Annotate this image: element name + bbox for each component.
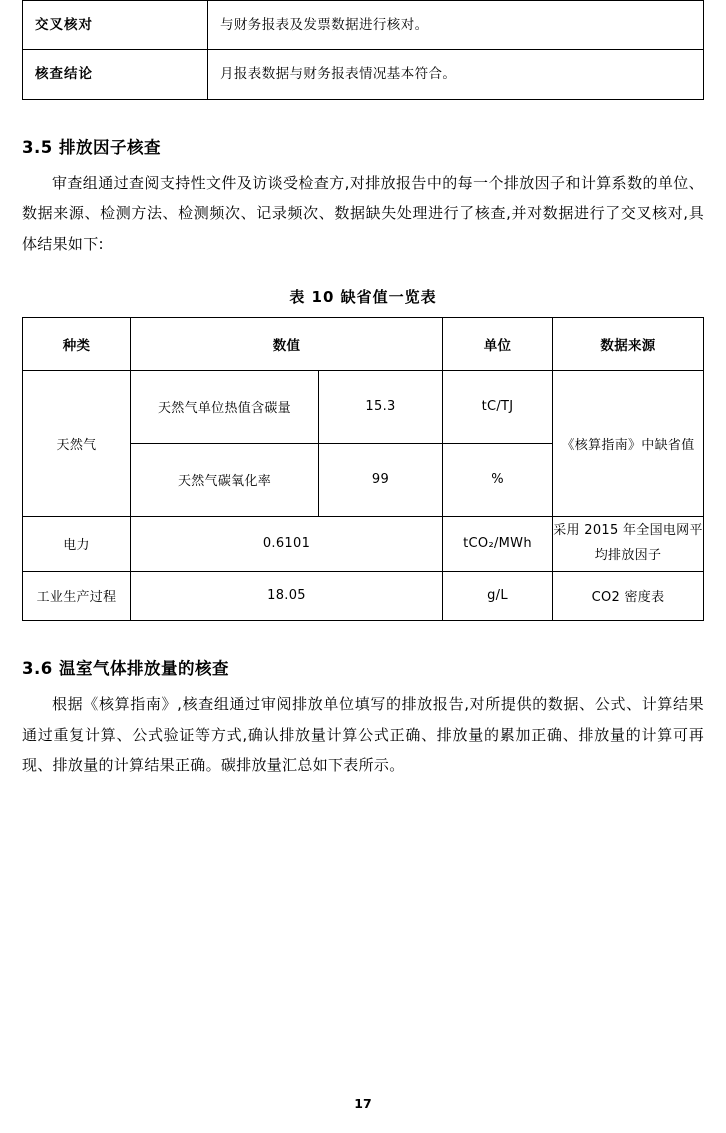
page-number: 17 [354, 1096, 372, 1111]
cell-item-value: 15.3 [319, 370, 443, 443]
column-header-value: 数值 [131, 317, 443, 370]
section-heading-3-6: 3.6 温室气体排放量的核查 [22, 658, 229, 678]
row-value: 与财务报表及发票数据进行核对。 [208, 1, 704, 50]
column-header-unit: 单位 [443, 317, 553, 370]
cell-kind: 天然气 [23, 370, 131, 516]
cell-source-line2: 均排放因子 [594, 547, 662, 563]
cell-value: 0.6101 [131, 516, 443, 571]
cell-item-name: 天然气碳氧化率 [131, 443, 319, 516]
table-header-row [23, 317, 704, 370]
cell-source: 《核算指南》中缺省值 [553, 370, 704, 516]
cell-item-name: 天然气单位热值含碳量 [131, 370, 319, 443]
cell-source-line1: 采用 2015 年全国电网平 [553, 523, 703, 539]
table-row [23, 1, 704, 50]
cell-unit: g/L [443, 571, 553, 620]
cell-kind: 电力 [23, 516, 131, 571]
table-row [23, 516, 704, 571]
table-10 [22, 317, 704, 621]
table-row [23, 571, 704, 620]
row-value: 月报表数据与财务报表情况基本符合。 [208, 50, 704, 99]
cell-unit: tCO₂/MWh [443, 516, 553, 571]
section-paragraph-3-6: 根据《核算指南》,核查组通过审阅排放单位填写的排放报告,对所提供的数据、公式、计算结果通过重复计算、公式验证等方式,确认排放量计算公式正确、排放量的累加正确、排放量的计算可再现、排放量的计算结果正确。碳排放量汇总如下表所示。 [22, 694, 704, 775]
row-label: 交叉核对 [23, 1, 208, 50]
cell-item-unit: % [443, 443, 553, 516]
table-10-caption: 表 10 缺省值一览表 [289, 287, 437, 306]
row-label: 核查结论 [23, 50, 208, 99]
table-row [23, 50, 704, 99]
cell-item-unit: tC/TJ [443, 370, 553, 443]
table-row [23, 370, 704, 443]
cell-value: 18.05 [131, 571, 443, 620]
section-paragraph-3-5: 审查组通过查阅支持性文件及访谈受检查方,对排放报告中的每一个排放因子和计算系数的单位、数据来源、检测方法、检测频次、记录频次、数据缺失处理进行了核查,并对数据进行了交叉核对,具体结果如下: [22, 173, 704, 253]
column-header-source: 数据来源 [553, 317, 704, 370]
cell-item-value: 99 [319, 443, 443, 516]
cell-source [553, 516, 704, 571]
column-header-kind: 种类 [23, 317, 131, 370]
continued-table [22, 0, 704, 100]
cell-kind: 工业生产过程 [23, 571, 131, 620]
cell-source: CO2 密度表 [553, 571, 704, 620]
section-heading-3-5: 3.5 排放因子核查 [22, 137, 161, 157]
